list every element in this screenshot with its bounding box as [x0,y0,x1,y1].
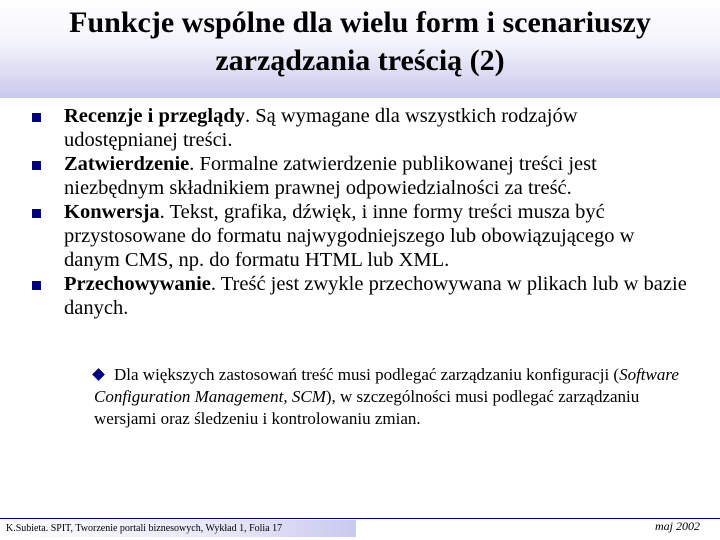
bullet-item [32,200,692,272]
title-line-2: zarządzania treścią (2) [215,44,505,77]
bullet-item [32,104,692,152]
bullet-item [32,152,692,200]
square-bullet-icon [32,209,41,218]
square-bullet-icon [32,113,41,122]
bullet-list [32,104,692,320]
footer-date: maj 2002 [655,519,700,533]
sub-bullet-italic: Software Configuration Management, SCM [94,365,679,406]
bullet-text: . Są wymagane dla wszystkich rodzajów udostępnianej treści. [64,105,578,151]
title-line-1: Funkcje wspólne dla wielu form i scenariuszy [69,6,651,39]
bullet-text: . Tekst, grafika, dźwięk, i inne formy treści musza być przystosowane do formatu najwygodniejszego lub obowiązującego w danym CMS, np. do formatu HTML lub XML. [64,201,635,271]
sub-bullet-text-before: Dla większych zastosowań treść musi podlegać zarządzaniu konfiguracji ( [114,365,620,384]
bullet-term: Recenzje i przeglądy [64,105,246,127]
square-bullet-icon [32,161,41,170]
square-bullet-icon [32,281,41,290]
bullet-text: . Treść jest zwykle przechowywana w plikach lub w bazie danych. [64,273,687,319]
bullet-item [32,272,692,320]
bullet-term: Zatwierdzenie [64,153,190,175]
bullet-term: Konwersja [64,201,160,223]
footer-credit: K.Subieta. SPIT, Tworzenie portali biznesowych, Wykład 1, Folia 17 [6,523,283,534]
slide-title [0,4,720,80]
footer-divider [0,518,720,519]
bullet-text: . Formalne zatwierdzenie publikowanej treści jest niezbędnym składnikiem prawnej odpowiedzialności za treść. [64,153,597,199]
sub-bullet [94,364,694,430]
sub-bullet-text-after: ), w szczególności musi podlegać zarządzaniu wersjami oraz śledzeniu i kontrolowaniu zmian. [94,387,640,428]
bullet-term: Przechowywanie [64,273,211,295]
